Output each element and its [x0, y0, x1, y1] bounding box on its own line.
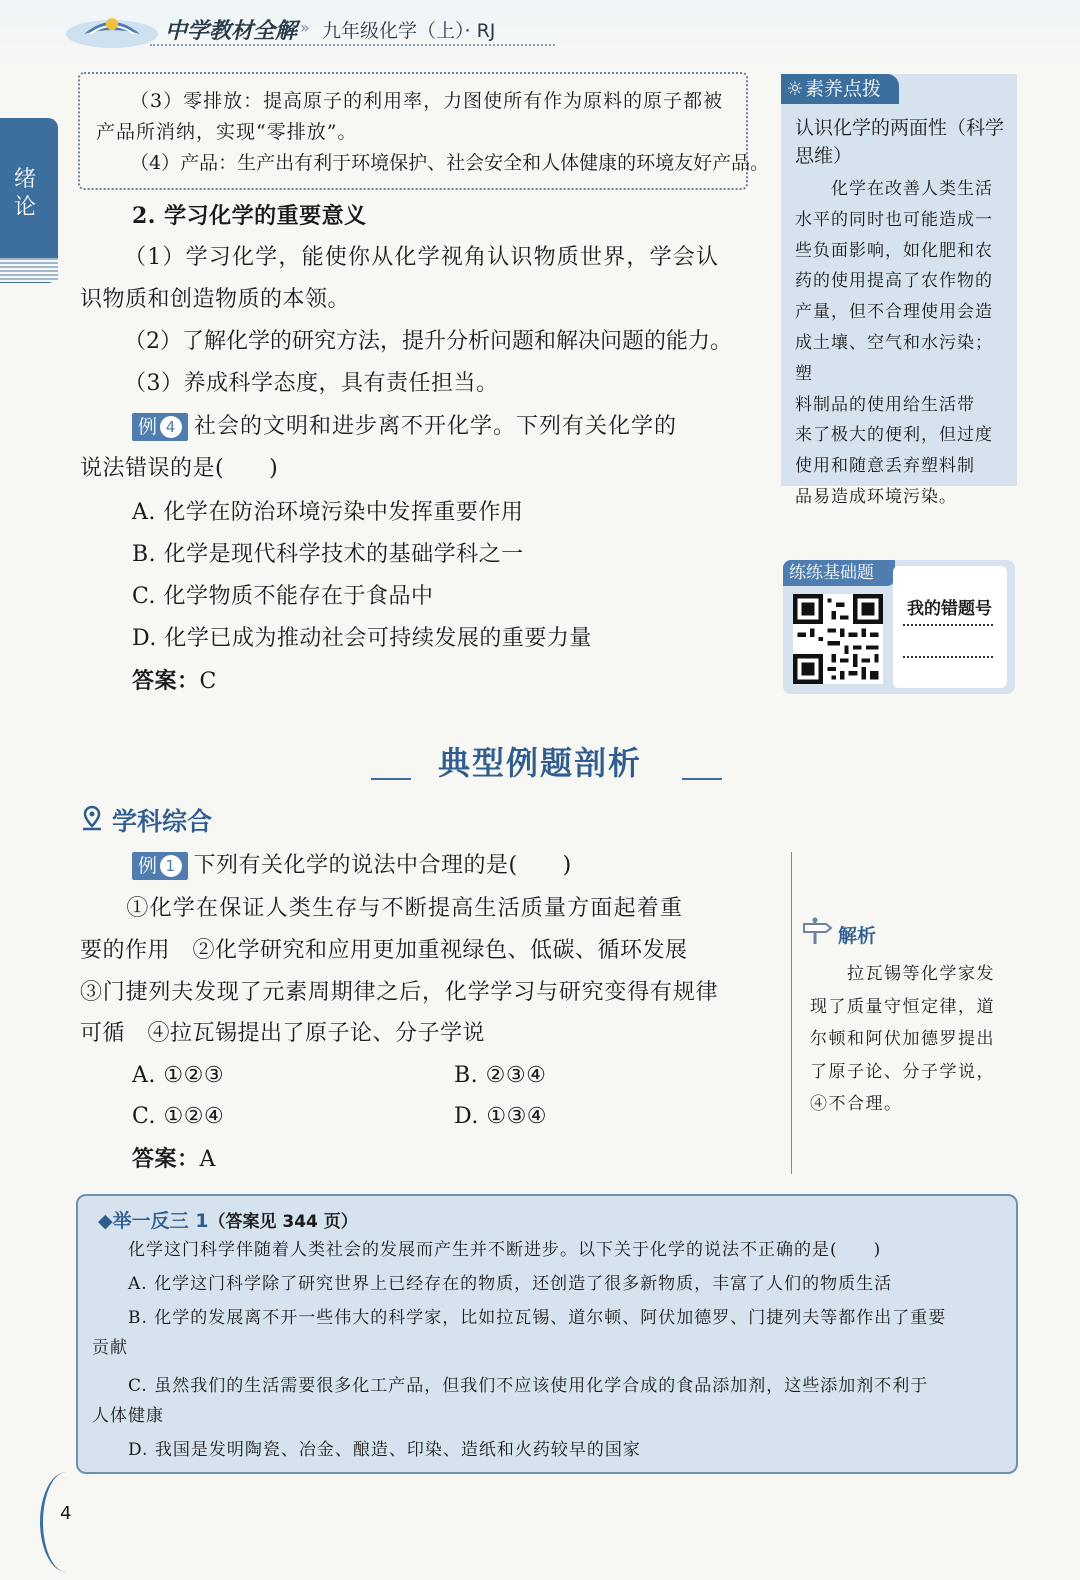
- page-number: 4: [60, 1503, 72, 1524]
- green-box-line: （4）产品：生产出有利于环境保护、社会安全和人体健康的环境友好产品。: [130, 152, 770, 174]
- location-pin-icon: [80, 805, 104, 831]
- write-line[interactable]: [903, 656, 993, 658]
- green-box-line: 产品所消纳，实现“零排放”。: [96, 121, 358, 143]
- book-logo-icon: [64, 4, 160, 50]
- example-4-question: 例 4 社会的文明和进步离不开化学。下列有关化学的: [132, 413, 677, 441]
- literacy-tip-body: 化学在改善人类生活 水平的同时也可能造成一 些负面影响，如化肥和农 药的使用提高了农作物的 产量，但不合理使用会造 成土壤、空气和水污染；塑 料制品的使用给生活带 来了极大的便利，但过度 使用和随意丢弃塑料制 品易造成环境污染。: [795, 179, 993, 507]
- lightbulb-icon: ☼: [786, 78, 804, 100]
- example-1-body-line: ③门捷列夫发现了元素周期律之后，化学学习与研究变得有规律: [80, 980, 719, 1005]
- write-line[interactable]: [903, 624, 993, 626]
- side-tab-stripes: [0, 258, 58, 282]
- section-heading-typical-examples: 典型例题剖析: [438, 744, 643, 782]
- practice-title: ◆举一反三 1（答案见 344 页）: [98, 1210, 358, 1232]
- practice-qr-tab: 练练基础题: [783, 560, 895, 586]
- example-tag: 例 1: [132, 852, 188, 880]
- my-mistakes-card: [893, 566, 1007, 688]
- header-subtitle: 九年级化学（上）· RJ: [322, 20, 496, 42]
- practice-line: A. 化学这门科学除了研究世界上已经存在的物质，还创造了很多新物质，丰富了人们的物质生活: [92, 1274, 893, 1294]
- green-box-line: （3）零排放：提高原子的利用率，力图使所有作为原料的原子都被: [130, 90, 724, 112]
- signpost-icon: [800, 916, 834, 946]
- analysis-divider: [791, 852, 792, 1174]
- answer-line: 答案：A: [132, 1146, 216, 1172]
- paragraph-line: 识物质和创造物质的本领。: [80, 287, 351, 312]
- header-divider: [150, 44, 555, 46]
- example-1-body-line: 要的作用 ②化学研究和应用更加重视绿色、低碳、循环发展: [80, 938, 688, 963]
- example-1-body-line: 可循 ④拉瓦锡提出了原子论、分子学说: [80, 1021, 486, 1046]
- practice-line: D. 我国是发明陶瓷、冶金、酿造、印染、造纸和火药较早的国家: [92, 1440, 641, 1460]
- my-mistakes-title: 我的错题号: [907, 599, 992, 619]
- header-separator-icon: »: [300, 18, 310, 37]
- analysis-body: 拉瓦锡等化学家发 现了质量守恒定律，道 尔顿和阿伏加德罗提出 了原子论、分子学说， ④不合理。: [810, 964, 995, 1114]
- literacy-tip-heading: 认识化学的两面性（科学思维）: [795, 117, 1005, 167]
- option: A. ①②③: [132, 1063, 225, 1088]
- section-heading-rule-left: [371, 778, 411, 780]
- practice-line: 化学这门科学伴随着人类社会的发展而产生并不断进步。以下关于化学的说法不正确的是( ): [92, 1240, 882, 1260]
- option: A. 化学在防治环境污染中发挥重要作用: [132, 500, 524, 525]
- section-heading-rule-right: [682, 778, 722, 780]
- example-1-body-line: ①化学在保证人类生存与不断提高生活质量方面起着重: [80, 896, 684, 921]
- option: B. 化学是现代科学技术的基础学科之一: [132, 542, 524, 567]
- practice-line: 人体健康: [92, 1406, 164, 1426]
- practice-box: [76, 1194, 1018, 1474]
- option: D. ①③④: [454, 1104, 548, 1129]
- green-chemistry-box: [78, 72, 770, 190]
- practice-line: 贡献: [92, 1338, 128, 1358]
- section-heading: 2. 学习化学的重要意义: [132, 203, 367, 229]
- paragraph-line: （3）养成科学态度，具有责任担当。: [124, 371, 499, 396]
- paragraph-line: （1）学习化学，能使你从化学视角认识物质世界，学会认: [124, 245, 720, 270]
- practice-qr-box: [783, 560, 1015, 694]
- example-4-question-cont: 说法错误的是( ): [80, 456, 279, 481]
- option: D. 化学已成为推动社会可持续发展的重要力量: [132, 626, 592, 651]
- literacy-tip-box: [781, 74, 1017, 507]
- header-band: [0, 0, 1080, 62]
- paragraph-line: （2）了解化学的研究方法，提升分析问题和解决问题的能力。: [124, 329, 732, 354]
- chapter-side-tab-label: 绪论: [14, 167, 37, 220]
- analysis-title: 解析: [838, 925, 877, 947]
- option: B. ②③④: [454, 1063, 547, 1088]
- header-title: 中学教材全解: [165, 19, 298, 44]
- qr-code-icon[interactable]: [793, 594, 883, 684]
- answer-line: 答案：C: [132, 668, 217, 694]
- example-1-question: 例 1 下列有关化学的说法中合理的是( ): [132, 852, 572, 880]
- option: C. 化学物质不能存在于食品中: [132, 584, 434, 609]
- example-tag: 例 4: [132, 413, 188, 441]
- practice-line: C. 虽然我们的生活需要很多化工产品，但我们不应该使用化学合成的食品添加剂，这些添加剂不利于: [92, 1376, 929, 1396]
- option: C. ①②④: [132, 1104, 225, 1129]
- literacy-tip-tab: ☼素养点拨: [781, 74, 899, 104]
- subsection-title: 学科综合: [112, 807, 213, 836]
- practice-line: B. 化学的发展离不开一些伟大的科学家，比如拉瓦锡、道尔顿、阿伏加德罗、门捷列夫等都作出了重要: [92, 1308, 947, 1328]
